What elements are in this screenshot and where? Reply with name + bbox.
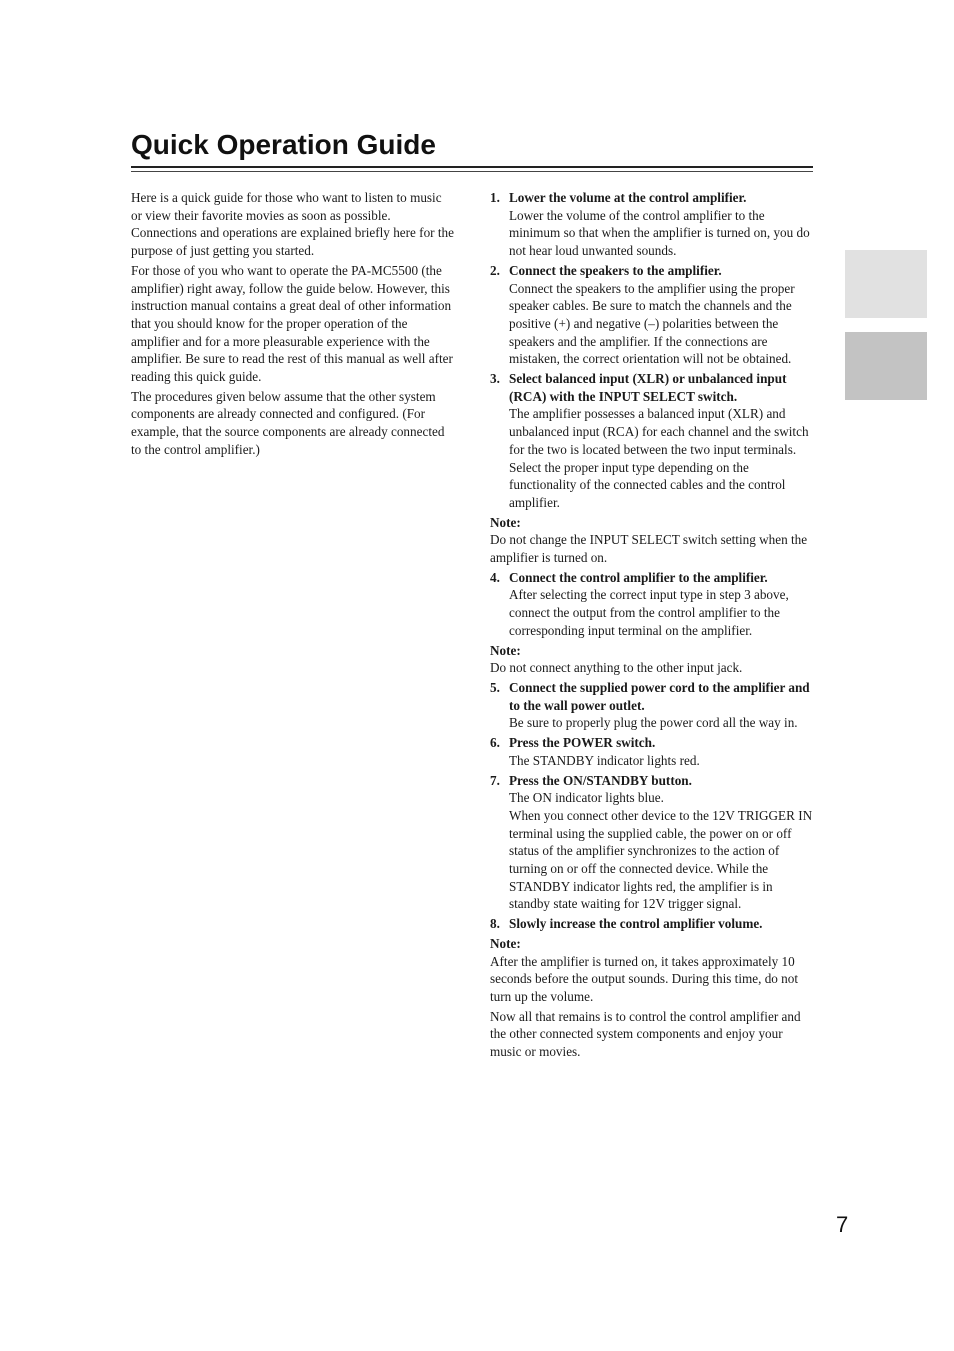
step-number: 3. <box>490 371 500 387</box>
step-number: 1. <box>490 190 500 205</box>
section-tab <box>845 250 927 318</box>
step-2 <box>490 262 814 368</box>
step-heading: Connect the control amplifier to the amplifier. <box>509 569 768 585</box>
step-body: The ON indicator lights blue. <box>509 790 664 806</box>
step-heading: Press the ON/STANDBY button. <box>509 772 692 788</box>
step-number: 5. <box>490 679 500 695</box>
step-body: Connect the speakers to the amplifier using the proper speaker cables. Be sure to match the channels and the positive (+) and negative (–) polarities between the speakers and the amplifier. If the connections are mistaken, the correct orientation will not be obtained. <box>509 280 795 367</box>
page-number: 7 <box>836 1212 849 1237</box>
note-text: After the amplifier is turned on, it takes approximately 10 seconds before the output sounds. During this time, do not turn up the volume. <box>490 953 799 1004</box>
step-heading: Select balanced input (XLR) or unbalanced input (RCA) with the INPUT SELECT switch. <box>509 371 787 404</box>
step-number: 8. <box>490 916 500 932</box>
steps-column <box>490 189 814 1061</box>
title-rule-thin <box>131 171 813 172</box>
step-heading: Slowly increase the control amplifier volume. <box>509 916 763 932</box>
title-rule <box>131 166 813 168</box>
step-8 <box>490 915 814 933</box>
step-body: Be sure to properly plug the power cord all the way in. <box>509 715 798 731</box>
closing-paragraph: Now all that remains is to control the control amplifier and the other connected system components and enjoy your music or movies. <box>490 1008 801 1060</box>
step-body: Lower the volume of the control amplifier to the minimum so that when the amplifier is turned on, you do not hear loud unwanted sounds. <box>509 207 810 259</box>
section-tab-active <box>845 332 927 400</box>
note-text: Do not change the INPUT SELECT switch setting when the amplifier is turned on. <box>490 532 808 566</box>
intro-column <box>131 189 454 461</box>
step-7 <box>490 772 814 914</box>
step-body: The amplifier possesses a balanced input (XLR) and unbalanced input (RCA) for each channel and the switch for the two is located between the two input terminals. Select the proper input type depending on the functionality of the connected cables and the control amplifier. <box>509 406 809 510</box>
step-4 <box>490 569 814 640</box>
step-heading: Press the POWER switch. <box>509 735 656 751</box>
step-heading: Connect the supplied power cord to the amplifier and to the wall power outlet. <box>509 679 810 713</box>
note-volume <box>490 935 814 1006</box>
step-number: 7. <box>490 772 500 788</box>
note-text: Do not connect anything to the other input jack. <box>490 660 743 676</box>
step-number: 6. <box>490 735 500 751</box>
step-3 <box>490 370 814 512</box>
page-title: Quick Operation Guide <box>131 129 436 160</box>
step-1 <box>490 189 814 260</box>
intro-paragraph: For those of you who want to operate the PA-MC5500 (the amplifier) right away, follow the guide below. However, this instruction manual contains a great deal of other information that you should know for the proper operation of the amplifier and for a more pleasurable experience with the amplifier. Be sure to read the rest of this manual as well after reading this quick guide. <box>131 262 453 385</box>
step-body: After selecting the correct input type in step 3 above, connect the output from the control amplifier to the corresponding input terminal on the amplifier. <box>509 587 789 638</box>
step-number: 2. <box>490 262 500 278</box>
note-label: Note: <box>490 514 521 530</box>
note-input-select <box>490 514 814 567</box>
step-heading: Connect the speakers to the amplifier. <box>509 262 722 278</box>
note-label: Note: <box>490 642 521 658</box>
intro-paragraph: Here is a quick guide for those who want to listen to music or view their favorite movies as soon as possible. Connections and operations are explained briefly here for the purpose of just getting you started. <box>131 190 454 259</box>
step-5 <box>490 679 814 732</box>
note-label: Note: <box>490 935 521 951</box>
intro-paragraph: The procedures given below assume that the other system components are already connected and configured. (For example, that the source components are already connected to the control amplifier.) <box>131 388 445 457</box>
step-number: 4. <box>490 569 500 585</box>
step-body: The STANDBY indicator lights red. <box>509 752 700 768</box>
step-6 <box>490 734 814 769</box>
step-heading: Lower the volume at the control amplifier. <box>509 190 747 205</box>
step-body-trigger: When you connect other device to the 12V TRIGGER IN terminal using the supplied cable, the power on or off status of the amplifier synchronizes to the action of turning on or off the connected device. While the STANDBY indicator lights red, the amplifier is in standby state waiting for 12V trigger signal. <box>509 807 813 912</box>
note-input-jack <box>490 642 814 677</box>
